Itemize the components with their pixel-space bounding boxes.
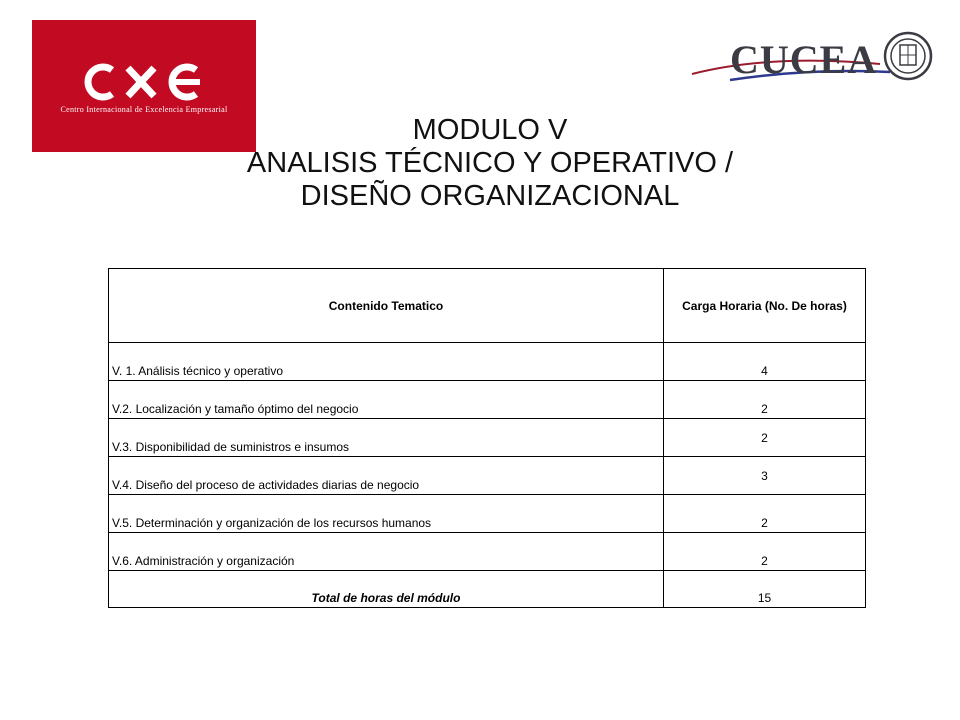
table-row xyxy=(109,457,866,495)
title-line-1: MODULO V xyxy=(412,114,568,146)
title-line-3: DISEÑO ORGANIZACIONAL xyxy=(300,180,680,212)
cucea-wordmark: CUCEA xyxy=(730,37,878,82)
row-item: V.3. Disponibilidad de suministros e insumos xyxy=(109,419,664,457)
row-item: V.6. Administración y organización xyxy=(109,533,664,571)
total-label: Total de horas del módulo xyxy=(109,571,664,608)
row-item: V. 1. Análisis técnico y operativo xyxy=(109,343,664,381)
table-row xyxy=(109,533,866,571)
row-hours: 2 xyxy=(664,381,866,419)
row-hours: 4 xyxy=(664,343,866,381)
header-content: Contenido Tematico xyxy=(109,269,664,343)
table-header-row xyxy=(109,269,866,343)
cie-tagline: Centro Internacional de Excelencia Empresarial xyxy=(60,105,228,114)
row-hours: 2 xyxy=(664,495,866,533)
header-hours: Carga Horaria (No. De horas) xyxy=(664,269,866,343)
title-line-2: ANALISIS TÉCNICO Y OPERATIVO / xyxy=(246,147,734,179)
row-hours: 2 xyxy=(664,533,866,571)
row-item: V.2. Localización y tamaño óptimo del negocio xyxy=(109,381,664,419)
table-row xyxy=(109,419,866,457)
module-hours-table xyxy=(108,268,866,608)
table-total-row xyxy=(109,571,866,608)
total-value: 15 xyxy=(664,571,866,608)
row-hours: 3 xyxy=(664,457,866,495)
row-item: V.4. Diseño del proceso de actividades diarias de negocio xyxy=(109,457,664,495)
table-row xyxy=(109,343,866,381)
page-title xyxy=(190,114,790,213)
row-hours: 2 xyxy=(664,419,866,457)
row-item: V.5. Determinación y organización de los recursos humanos xyxy=(109,495,664,533)
table-row xyxy=(109,495,866,533)
cucea-logo xyxy=(690,28,935,86)
table-row xyxy=(109,381,866,419)
